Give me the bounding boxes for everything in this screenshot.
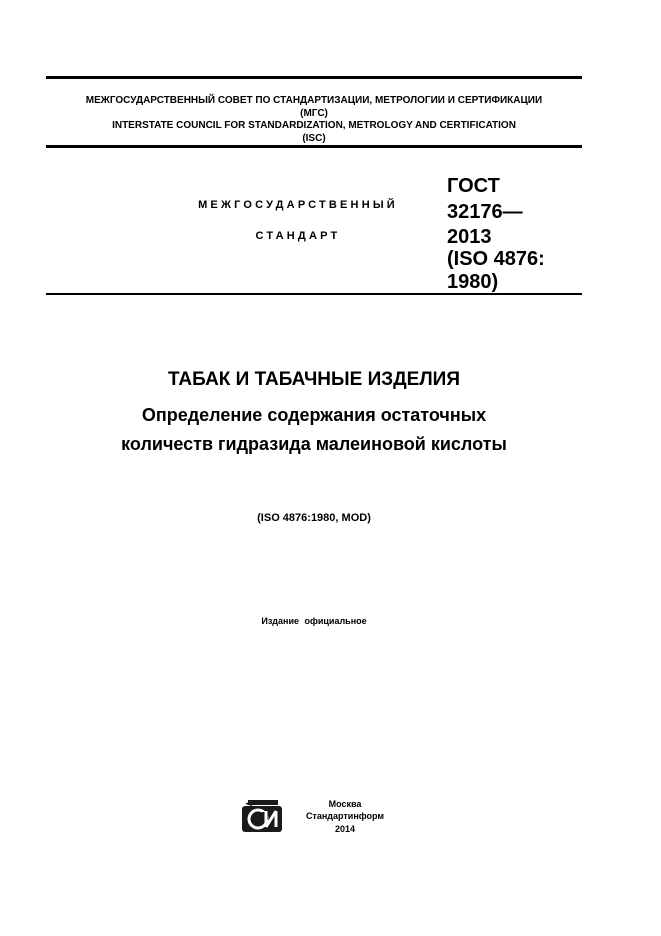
standard-type-line2: СТАНДАРТ [255, 230, 341, 242]
publication-year: 2014 [334, 824, 356, 834]
gost-designation-line: 32176— [447, 201, 523, 223]
designation-rule [46, 293, 582, 295]
iso-reference: (ISO 4876:1980, MOD) [257, 512, 371, 524]
standartinform-logo-icon [239, 799, 285, 835]
standard-type-line1: МЕЖГОСУДАРСТВЕННЫЙ [198, 199, 398, 211]
publisher-name: Стандартинформ [305, 811, 385, 821]
top-rule [46, 76, 582, 79]
gost-designation-line: 2013 [447, 226, 492, 248]
publisher-city: Москва [328, 799, 362, 809]
document-subtitle-line1: Определение содержания остаточных [141, 405, 487, 425]
edition-note: Издание официальное [261, 616, 367, 626]
gost-designation-line: 1980) [447, 271, 499, 293]
council-name-en: INTERSTATE COUNCIL FOR STANDARDIZATION, METROLOGY AND CERTIFICATION [112, 120, 516, 131]
council-abbr-en: (ISC) [302, 133, 326, 144]
council-abbr-ru: (МГС) [300, 108, 328, 119]
header-rule [46, 145, 582, 148]
document-title: ТАБАК И ТАБАЧНЫЕ ИЗДЕЛИЯ [168, 369, 460, 390]
gost-designation-line: (ISO 4876: [447, 248, 545, 270]
document-subtitle-line2: количеств гидразида малеиновой кислоты [121, 434, 507, 454]
council-name-ru: МЕЖГОСУДАРСТВЕННЫЙ СОВЕТ ПО СТАНДАРТИЗАЦИИ, МЕТРОЛОГИИ И СЕРТИФИКАЦИИ [85, 95, 543, 106]
gost-designation-line: ГОСТ [447, 175, 500, 197]
